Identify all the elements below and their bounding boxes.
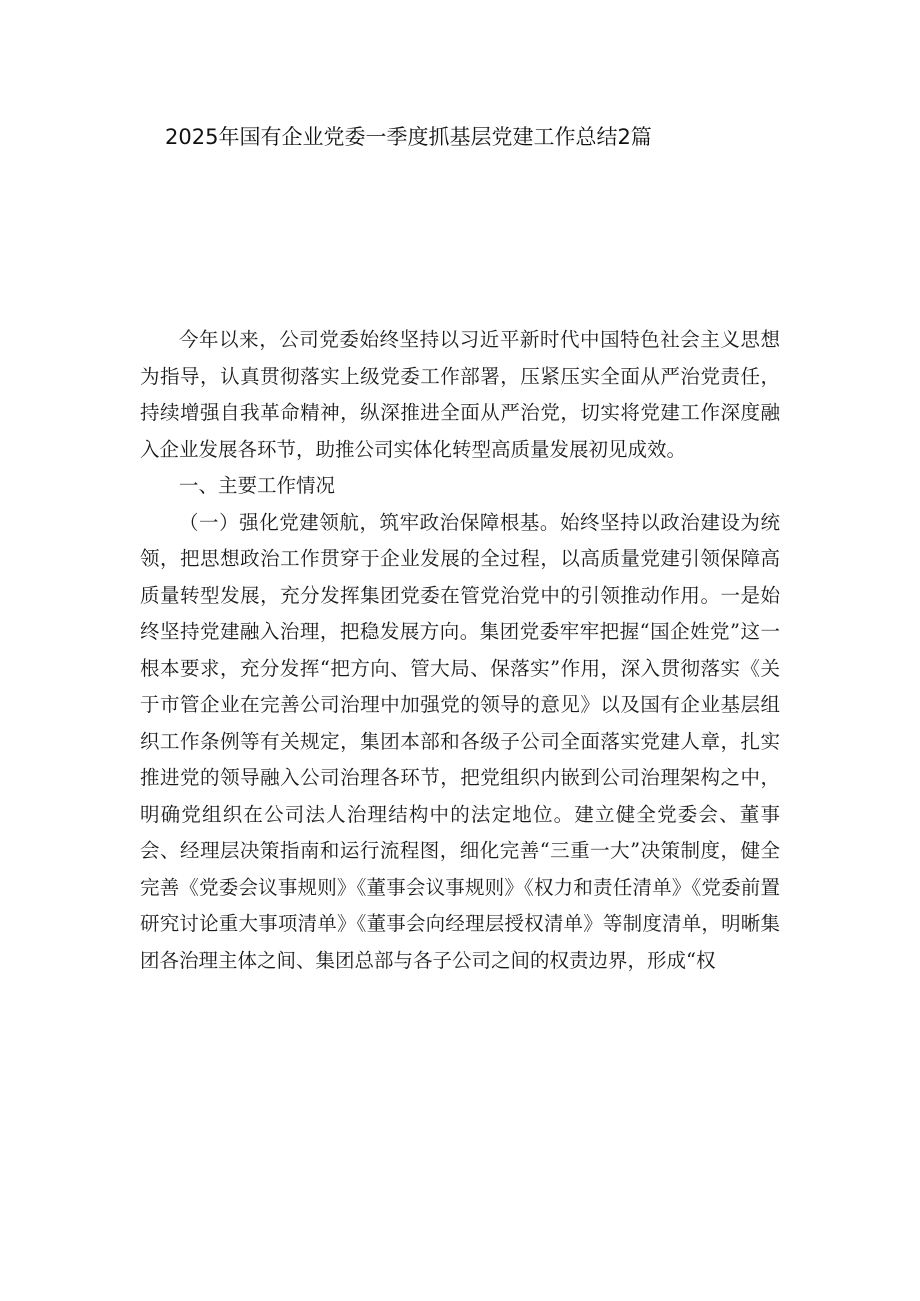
document-title: 2025年国有企业党委一季度抓基层党建工作总结2篇	[165, 125, 652, 149]
body-paragraph: （一）强化党建领航，筑牢政治保障根基。始终坚持以政治建设为统领，把思想政治工作贯穿于企业发展的全过程，以高质量党建引领保障高质量转型发展，充分发挥集团党委在管党治党中的引领推动作用。一是始终坚持党建融入治理，把稳发展方向。集团党委牢牢把握“国企姓党”这一根本要求，充分发挥“把方向、管大局、保落实”作用，深入贯彻落实《关于市管企业在完善公司治理中加强党的领导的意见》以及国有企业基层组织工作条例等有关规定，集团本部和各级子公司全面落实党建人章，扎实推进党的领导融入公司治理各环节，把党组织内嵌到公司治理架构之中，明确党组织在公司法人治理结构中的法定地位。建立健全党委会、董事会、经理层决策指南和运行流程图，细化完善“三重一大”决策制度，健全完善《党委会议事规则》《董事会议事规则》《权力和责任清单》《党委前置研究讨论重大事项清单》《董事会向经理层授权清单》等制度清单，明晰集团各治理主体之间、集团总部与各子公司之间的权责边界，形成“权	[140, 510, 780, 972]
section-heading: 一、主要工作情况	[179, 474, 336, 497]
document-body	[140, 322, 780, 979]
intro-paragraph: 今年以来，公司党委始终坚持以习近平新时代中国特色社会主义思想为指导，认真贯彻落实上级党委工作部署，压紧压实全面从严治党责任，持续增强自我革命精神，纵深推进全面从严治党，切实将党建工作深度融入企业发展各环节，助推公司实体化转型高质量发展初见成效。	[140, 328, 780, 461]
